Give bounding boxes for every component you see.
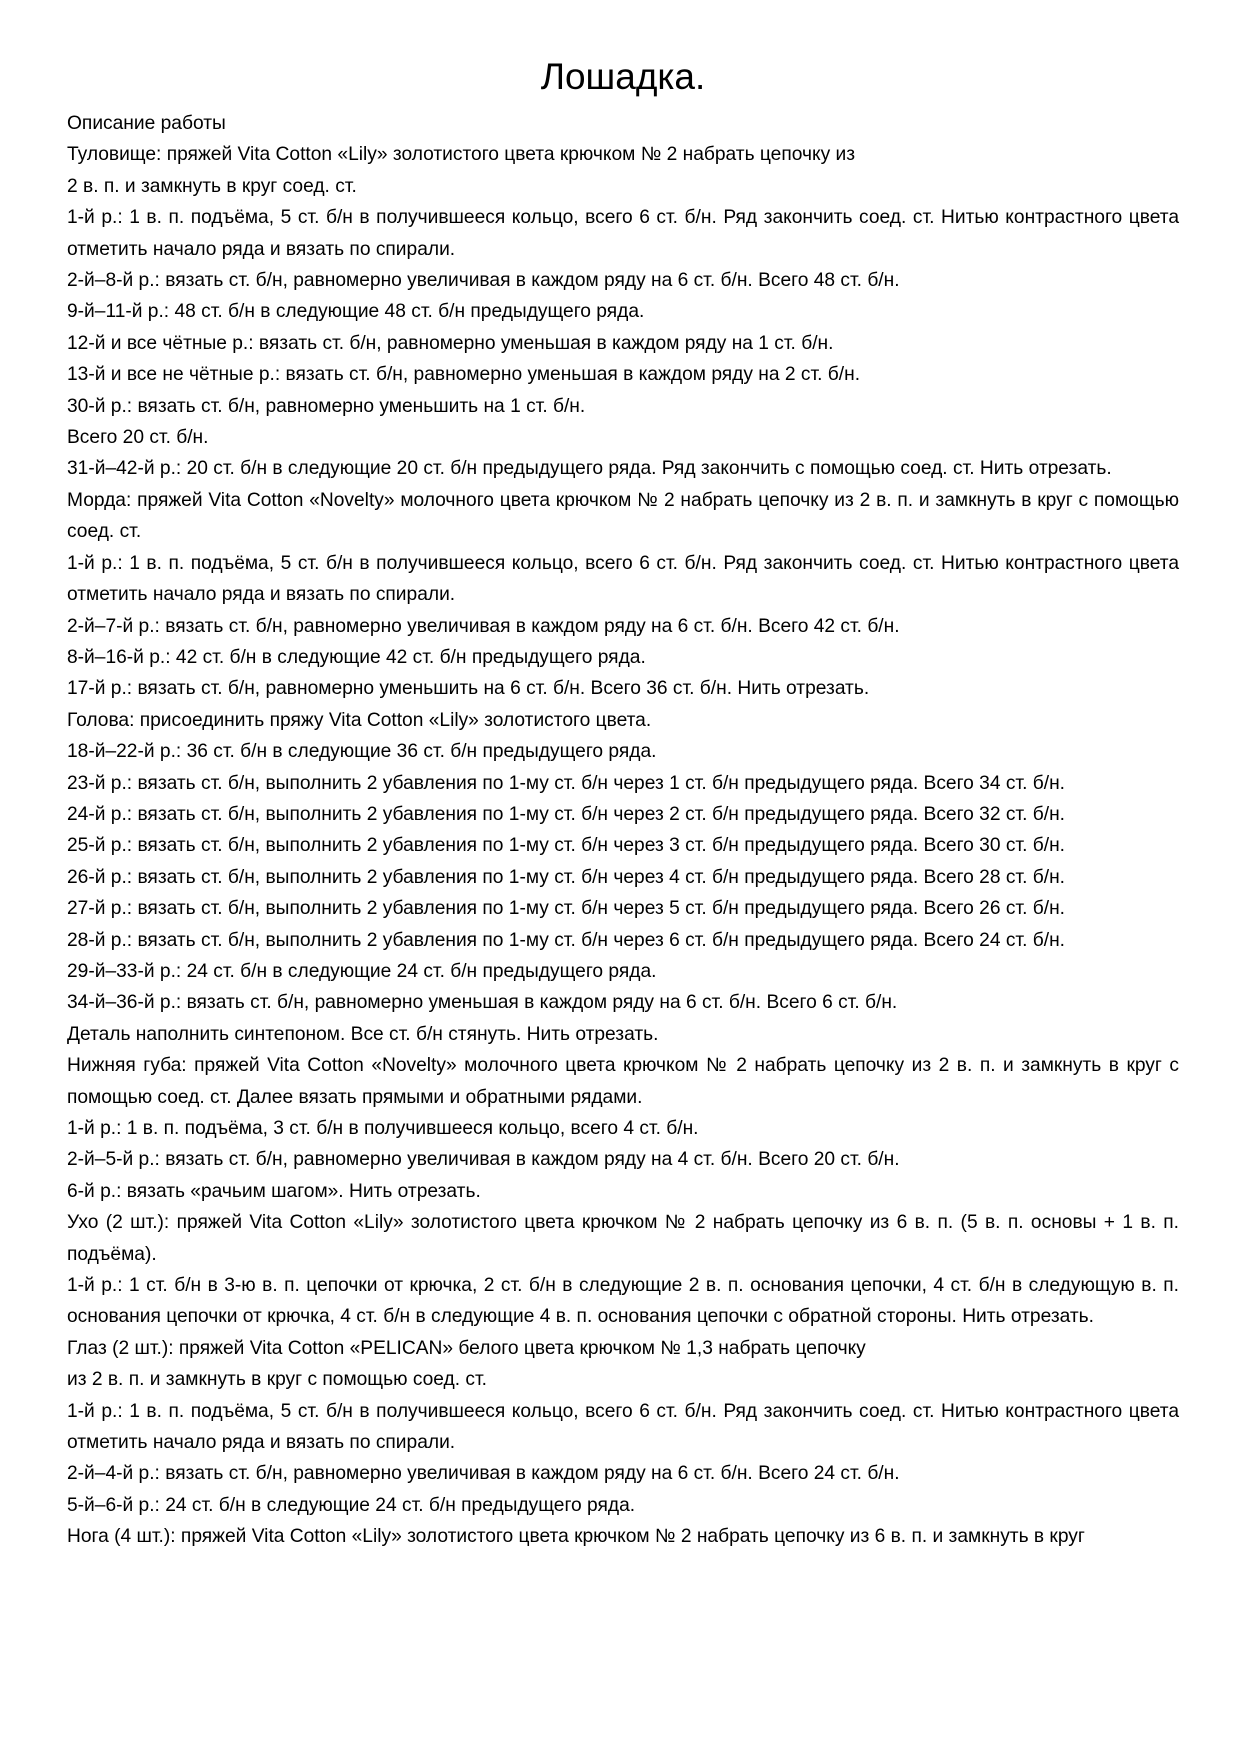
text-line: 2-й–7-й р.: вязать ст. б/н, равномерно увеличивая в каждом ряду на 6 ст. б/н. Всего 42 ст. б/н. [67,615,900,637]
text-line: 5-й–6-й р.: 24 ст. б/н в следующие 24 ст. б/н предыдущего ряда. [67,1494,636,1516]
document-page [67,52,1179,1553]
text-line: 13-й и все не чётные р.: вязать ст. б/н, равномерно уменьшая в каждом ряду на 2 ст. б/н. [67,364,861,386]
text-line: 29-й–33-й р.: 24 ст. б/н в следующие 24 ст. б/н предыдущего ряда. [67,960,657,982]
text-line: 1-й р.: 1 ст. б/н в 3-ю в. п. цепочки от крючка, 2 ст. б/н в следующие 2 в. п. основания цепочки, 4 ст. б/н в следующую в. п. основания цепочки от крючка, 4 ст. б/н в следующие 4 в. п. основания цепочки с обратной стороны. Нить отрезать. [67,1275,1179,1328]
text-line: 2-й–5-й р.: вязать ст. б/н, равномерно увеличивая в каждом ряду на 4 ст. б/н. Всего 20 ст. б/н. [67,1149,900,1171]
text-line: 6-й р.: вязать «рачьим шагом». Нить отрезать. [67,1180,481,1202]
text-line: 34-й–36-й р.: вязать ст. б/н, равномерно уменьшая в каждом ряду на 6 ст. б/н. Всего 6 ст. б/н. [67,992,898,1014]
text-line: из 2 в. п. и замкнуть в круг с помощью соед. ст. [67,1369,487,1391]
text-line: 27-й р.: вязать ст. б/н, выполнить 2 убавления по 1-му ст. б/н через 5 ст. б/н предыдущего ряда. Всего 26 ст. б/н. [67,898,1065,920]
document-body [67,108,1179,1553]
text-line: Туловище: пряжей Vita Cotton «Lily» золотистого цвета крючком № 2 набрать цепочку из [67,144,856,166]
text-line: 9-й–11-й р.: 48 ст. б/н в следующие 48 ст. б/н предыдущего ряда. [67,301,645,323]
document-title: Лошадка. [540,56,706,97]
text-line: Глаз (2 шт.): пряжей Vita Cotton «PELICAN» белого цвета крючком № 1,3 набрать цепочку [67,1337,866,1359]
text-line: Нога (4 шт.): пряжей Vita Cotton «Lily» золотистого цвета крючком № 2 набрать цепочку из 6 в. п. и замкнуть в круг [67,1526,1085,1548]
text-line: 24-й р.: вязать ст. б/н, выполнить 2 убавления по 1-му ст. б/н через 2 ст. б/н предыдущего ряда. Всего 32 ст. б/н. [67,803,1065,825]
text-line: Описание работы [67,113,226,134]
text-line: Всего 20 ст. б/н. [67,427,209,449]
text-line: 31-й–42-й р.: 20 ст. б/н в следующие 20 ст. б/н предыдущего ряда. Ряд закончить с помощью соед. ст. Нить отрезать. [67,458,1112,480]
text-line: 8-й–16-й р.: 42 ст. б/н в следующие 42 ст. б/н предыдущего ряда. [67,646,646,668]
text-line: 2-й–4-й р.: вязать ст. б/н, равномерно увеличивая в каждом ряду на 6 ст. б/н. Всего 24 ст. б/н. [67,1463,900,1485]
text-line: 17-й р.: вязать ст. б/н, равномерно уменьшить на 6 ст. б/н. Всего 36 ст. б/н. Нить отрезать. [67,678,870,700]
text-line: 26-й р.: вязать ст. б/н, выполнить 2 убавления по 1-му ст. б/н через 4 ст. б/н предыдущего ряда. Всего 28 ст. б/н. [67,866,1065,888]
text-line: Деталь наполнить синтепоном. Все ст. б/н стянуть. Нить отрезать. [67,1023,659,1045]
text-line: Голова: присоединить пряжу Vita Cotton «Lily» золотистого цвета. [67,709,652,731]
text-line: Нижняя губа: пряжей Vita Cotton «Novelty» молочного цвета крючком № 2 набрать цепочку из 2 в. п. и замкнуть в круг с помощью соед. ст. Далее вязать прямыми и обратными рядами. [67,1055,1179,1108]
text-line: Морда: пряжей Vita Cotton «Novelty» молочного цвета крючком № 2 набрать цепочку из 2 в. п. и замкнуть в круг с помощью соед. ст. [67,489,1179,543]
text-line: 1-й р.: 1 в. п. подъёма, 5 ст. б/н в получившееся кольцо, всего 6 ст. б/н. Ряд закончить соед. ст. Нитью контрастного цвета отметить начало ряда и вязать по спирали. [67,207,1179,260]
text-line: 25-й р.: вязать ст. б/н, выполнить 2 убавления по 1-му ст. б/н через 3 ст. б/н предыдущего ряда. Всего 30 ст. б/н. [67,835,1065,857]
text-line: 23-й р.: вязать ст. б/н, выполнить 2 убавления по 1-му ст. б/н через 1 ст. б/н предыдущего ряда. Всего 34 ст. б/н. [67,772,1065,794]
text-line: 1-й р.: 1 в. п. подъёма, 5 ст. б/н в получившееся кольцо, всего 6 ст. б/н. Ряд закончить соед. ст. Нитью контрастного цвета отметить начало ряда и вязать по спирали. [67,1400,1179,1454]
text-line: 28-й р.: вязать ст. б/н, выполнить 2 убавления по 1-му ст. б/н через 6 ст. б/н предыдущего ряда. Всего 24 ст. б/н. [67,929,1065,951]
text-line: 1-й р.: 1 в. п. подъёма, 3 ст. б/н в получившееся кольцо, всего 4 ст. б/н. [67,1118,699,1139]
text-line: 18-й–22-й р.: 36 ст. б/н в следующие 36 ст. б/н предыдущего ряда. [67,741,657,763]
text-line: 30-й р.: вязать ст. б/н, равномерно уменьшить на 1 ст. б/н. [67,395,586,417]
text-line: Ухо (2 шт.): пряжей Vita Cotton «Lily» золотистого цвета крючком № 2 набрать цепочку из 6 в. п. (5 в. п. основы + 1 в. п. подъёма). [67,1212,1179,1265]
text-line: 2 в. п. и замкнуть в круг соед. ст. [67,175,357,197]
text-line: 2-й–8-й р.: вязать ст. б/н, равномерно увеличивая в каждом ряду на 6 ст. б/н. Всего 48 ст. б/н. [67,270,900,292]
text-line: 1-й р.: 1 в. п. подъёма, 5 ст. б/н в получившееся кольцо, всего 6 ст. б/н. Ряд закончить соед. ст. Нитью контрастного цвета отметить начало ряда и вязать по спирали. [67,552,1179,606]
text-line: 12-й и все чётные р.: вязать ст. б/н, равномерно уменьшая в каждом ряду на 1 ст. б/н. [67,332,834,354]
